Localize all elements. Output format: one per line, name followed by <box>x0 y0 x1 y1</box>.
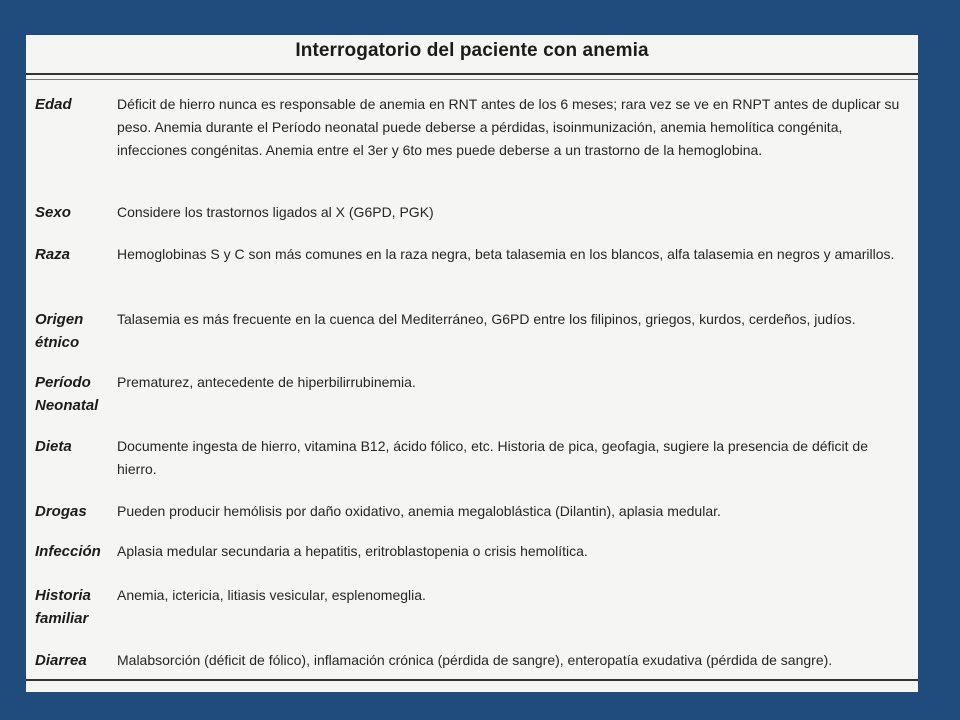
row-label: Diarrea <box>35 652 87 669</box>
row-text: Pueden producir hemólisis por daño oxidativo, anemia megaloblástica (Dilantin), aplasia medular. <box>117 503 721 519</box>
row-label: Período Neonatal <box>35 374 99 414</box>
row-label: Drogas <box>35 503 87 520</box>
row-label: Sexo <box>35 204 71 221</box>
row-text: Documente ingesta de hierro, vitamina B12, ácido fólico, etc. Historia de pica, geofagia, sugiere la presencia de déficit de hierro. <box>117 438 868 477</box>
row-label: Edad <box>35 96 72 113</box>
row-label: Dieta <box>35 438 72 455</box>
row-text: Hemoglobinas S y C son más comunes en la raza negra, beta talasemia en los blancos, alfa talasemia en negros y amarillos. <box>117 246 895 262</box>
row-text: Talasemia es más frecuente en la cuenca del Mediterráneo, G6PD entre los filipinos, griegos, kurdos, cerdeños, judíos. <box>117 311 856 327</box>
document-page <box>26 35 918 692</box>
row-text: Anemia, ictericia, litiasis vesicular, esplenomeglia. <box>117 587 426 603</box>
row-text: Aplasia medular secundaria a hepatitis, eritroblastopenia o crisis hemolítica. <box>117 543 588 559</box>
row-label: Infección <box>35 543 101 560</box>
row-text: Déficit de hierro nunca es responsable de anemia en RNT antes de los 6 meses; rara vez se ve en RNPT antes de duplicar su peso. Anemia durante el Período neonatal puede deberse a pérdidas, isoinmunización, anemia hemolítica congénita, infecciones congénitas. Anemia entre el 3er y 6to mes puede deberse a un trastorno de la hemoglobina. <box>117 96 900 158</box>
table-body <box>26 35 918 692</box>
row-label: Raza <box>35 246 71 263</box>
row-label: Historia familiar <box>35 587 91 627</box>
row-text: Considere los trastornos ligados al X (G6PD, PGK) <box>117 204 434 220</box>
row-text: Prematurez, antecedente de hiperbilirrubinemia. <box>117 374 416 390</box>
row-text: Malabsorción (déficit de fólico), inflamación crónica (pérdida de sangre), enteropatía exudativa (pérdida de sangre). <box>117 652 833 668</box>
row-label: Origen étnico <box>35 311 84 351</box>
footer-rule <box>26 679 918 681</box>
table-title: Interrogatorio del paciente con anemia <box>295 40 649 61</box>
